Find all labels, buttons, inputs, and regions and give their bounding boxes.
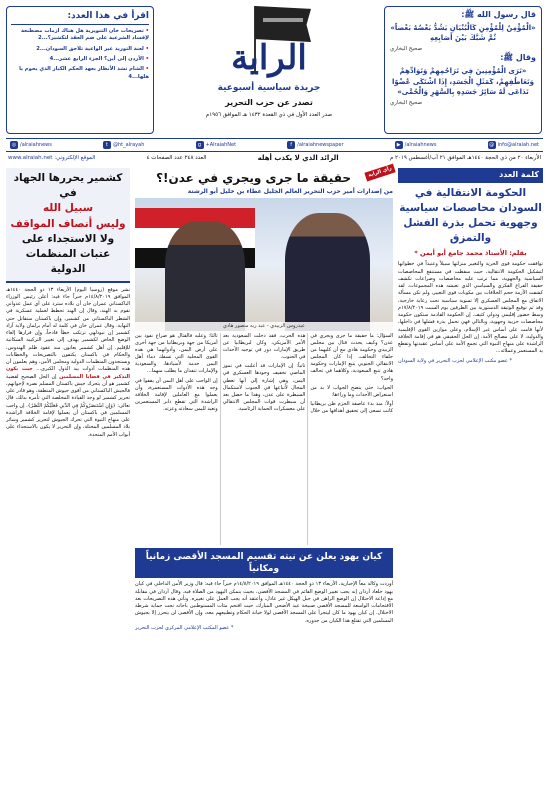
lead-paragraph: ثانياً: إن الإمارات قد أعلنت في تموز الماضي تخفيف وجودها العسكري في اليمن، وهي إشارة إلى أنها تعطي المجال لأتباعها في الجنوب لاستكمال السيطرة على عدن، وهذا ما حصل بعد أن سيطرت قوات المجلس الانتقالي على معسكرات الحماية الرئاسية.	[222, 363, 306, 412]
masthead-founded: صدر العدد الأول في ذي القعدة ١٤٣٢ هـ الموافق ١٩٥٦م	[205, 112, 333, 118]
issue-date: الأربعاء ٢٠ من ذي الحجة ١٤٤٠هـ الموافق ٢١ آب/أغسطس ٢٠١٩ م	[389, 155, 541, 162]
facebook-icon: f	[287, 141, 295, 149]
googleplus-icon: g	[196, 141, 204, 149]
social-link-info[interactable]: @ info@alraiah.net	[489, 141, 539, 148]
kashmir-body: نشر موقع (روسيا اليوم) الأربعاء ١٣ ذو الحجة ١٤٤٠هـ الموافق ١٤/٨/٢٠١٩م خبراً جاء فيه: أعلن رئيس الوزراء الباكستاني عمران خان أن بلاده سترد على أي عمل عدواني تقوم به الهند، وقال إن الهند تخطط لعملية عسكرية في الشطر الباكستاني من كشمير، وإن باكستان ستقاتل حتى النهاية. وقال عمران خان في كلمة له أمام برلمان ولاية آزاد كشمير إن نيودلهي ترتكب خطأ فادحاً، وإن قرارها إلغاء الوضع الخاص لكشمير يهدف إلى تغيير التركيبة السكانية للإقليم. إن أهل كشمير يعانون منذ عقود ظلم الهندوس، والحكام في باكستان يكتفون بالتصريحات والخطابات ويستجدون المنظمات الدولية ومجلس الأمن، وهم يعلمون أن هذه المنظمات أدوات بيد الدول الكبرى... حيث يكون التذكير في قضايا المسلمين إن الحل الصحيح لقضية كشمير هو أن يتحرك جيش باكستان المسلم نصرة لإخوانهم، فالجيش الباكستاني من أقوى جيوش المنطقة، وهو قادر على تحرير كشمير لو وجد القيادة المخلصة التي تأمره بذلك، قال تعالى: ﴿وَإِنِ اسْتَنصَرُوكُمْ فِي الدِّينِ فَعَلَيْكُمُ النَّصْرُ﴾. إن واجب المسلمين في باكستان أن يعملوا لإقامة الخلافة الراشدة على منهاج النبوة التي تحرك الجيوش لتحرير كشمير وسائر بلاد المسلمين المحتلة، وإن التحرير لا يكون بالاستجداء على أبواب الأمم المتحدة.	[6, 286, 130, 438]
lead-title[interactable]: حقيقة ما جرى ويجري في عدن!؟	[156, 171, 351, 185]
editorial-author: بقلم: الأستاذ محمد جامع أبو أيمن *	[414, 248, 527, 257]
lead-body	[135, 333, 393, 545]
lead-paragraph: إن الواجب على أهل اليمن أن يقفوا في وجه هذه الأدوات المستعمرة، وأن يعملوا مع العاملين لإقامة الخلافة الراشدة التي تقطع دابر المستعمرين وتعيد لليمن سعادته وعزته.	[135, 377, 218, 412]
hadith-box	[384, 6, 542, 134]
twitter-icon: t	[103, 141, 111, 149]
lead-photo	[135, 198, 393, 331]
opinion-badge: رأي الراية	[364, 164, 395, 182]
website-link[interactable]: www.alraiah.net :الموقع الإلكتروني	[8, 155, 96, 162]
lead-subtitle: من إصدارات أمير حزب التحرير العالم الجليل عطاء بن خليل أبو الرشتة	[187, 188, 393, 196]
contents-item[interactable]: • الشام تشد الأنظار بعهد الحكم الكبار الذي يحوم يا هلها...4	[11, 66, 149, 81]
editorial-column	[398, 168, 543, 780]
newspaper-logo: الراية	[231, 38, 307, 78]
instagram-icon: ◎	[11, 142, 17, 148]
issue-number: العدد ٢٤٨ عدد الصفحات ٤	[146, 155, 207, 162]
hadith-quote: «الْمُؤْمِنُ لِلْمُؤْمِنِ كَالْبُنْيَانِ يَشُدُّ بَعْضُهُ بَعْضاً» ثُمَّ شَبَّكَ بَيْنَ أَصَابِعِهِ	[390, 23, 536, 43]
editorial-footnote: * عضو مكتب الإعلامي لحزب التحرير في ولاية السودان	[398, 357, 512, 364]
contents-item[interactable]: • تصريحات خان التنويرية هل هناك ازمات مصطنعة لإفساد الشرعية على ضم العقد لتكشير؟...2	[11, 28, 149, 43]
social-link-youtube[interactable]: ▶ /alraiahnews	[395, 141, 437, 149]
kashmir-title[interactable]: كشمير يحررها الجهاد في سبيل الله وليس أنصاف المواقف ولا الاستجداء على عتبات المنظمات الدولية	[6, 168, 130, 283]
issue-info-bar	[6, 153, 543, 165]
contents-title: اقرأ في هذا العدد:	[11, 10, 149, 25]
lead-paragraph: أولاً: منذ بدء عاصفة الحزم ظن بريطانيا كانت تسعى إلى تحقيق أهدافها من خلال هذه الحرب، فقد دخلت السعودية بعد الأمر الأمريكي، وكان لبريطانيا عن طريق الإمارات دور في توجيه الأحداث في الجنوب.	[222, 333, 393, 414]
contents-item[interactable]: • لعنة التوريد غير الواعية تلاحق السودان...2	[11, 46, 149, 53]
slogan: الرائد الذي لا يكذب أهله	[257, 154, 339, 163]
youtube-icon: ▶	[395, 141, 403, 149]
lead-story-header	[135, 165, 393, 196]
photo-caption: عيدروس الزبيدي - عبد ربه منصور هادي	[135, 322, 393, 331]
hadith-quote: «تَرَى الْمُؤْمِنِينَ فِي تَرَاحُمِهِمْ وَتَوَادِّهِمْ وَتَعَاطُفِهِمْ، كَمَثَلِ الْجَسَدِ، إِذَا اشْتَكَى عُضْوًا تَدَاعَى لَهُ سَائِرُ جَسَدِهِ بِالسَّهَرِ وَالْحُمَّى»	[391, 67, 535, 97]
social-links-bar	[6, 138, 543, 152]
issue-contents-box	[6, 6, 154, 134]
editorial-body: توافقت حكومة قوى الحرية والتغيير منزلتها سبيلاً وعتيداً في خطواتها لتشكيل الحكومة الانتقالية، حيث سقطت في مستنقع المحاصصات السياسية والجهوية، مما ترتب عليه محاصصات وصراعات تكشف حقيقة الفراغ الفكري والسياسي الذي تعيشه هذه المجموعات. لقد كشفت الأزمة حجم الخلافات بين مكونات قوى التغيير، ولم تكن مسألة الاتفاق مع المجلس العسكري إلا تسوية سياسية تحت رعاية خارجية، وقد تم توقيع الوثيقة الدستورية بين الطرفين يوم السبت ١٧/٨/٢٠١٩م وسط حضور إقليمي ودولي كثيف. إن الحكومة القادمة ستكون حكومة محاصصات حزبية وجهوية، وبالتالي فهي تحمل بذرة فشلها في داخلها، لأنها قامت على أساس غير الإسلام، وعلى موازين القوى الإقليمية والدولية، لا على مصالح الأمة. إن الحل الحقيقي هو في إقامة الخلافة الراشدة على منهاج النبوة التي تجمع الأمة على أساس عقيدتها وتقطع يد المستعمر وعملائه...	[398, 261, 543, 355]
social-link-facebook[interactable]: f /alraiahnewspaper	[287, 141, 343, 149]
social-link-twitter[interactable]: t @ht_alrayah	[103, 141, 144, 149]
hadith-source: صحيح البخاري	[390, 45, 423, 52]
lead-paragraph: ثالثاً: وعليه فالقتال هو صراع نفوذ بين أمريكا من جهة وبريطانيا من جهة أخرى على أرض اليمن، وأدواتهما هي هذه القوى المحلية التي تسفك دماء أهل اليمن خدمة لأسيادها، والسعودية والإمارات تنفذان ما يطلب منهما...	[135, 333, 218, 375]
social-link-instagram[interactable]: ◎ /alraiahnews	[11, 141, 52, 148]
aqsa-body: أوردت وكالة معاً الإخبارية، الأربعاء ١٣ ذو الحجة ١٤٤٠هـ الموافق ١٤/٨/٢٠١٩م خبراً جاء فيه: قال وزير الأمن الداخلي في كيان يهود جلعاد أردان إنه يجب تغيير الوضع القائم في المسجد الأقصى، بحيث يتمكن اليهود من الصلاة فيه. وقال أردان في مقابلة مع إذاعة الاحتلال إن الوضع الراهن في جبل الهيكل غير عادل، وأعتقد أنه يجب العمل على تغييره. وتأتي هذه التصريحات بعد الاقتحامات الواسعة للمسجد الأقصى صبيحة عيد الأضحى المبارك، حيث اقتحم مئات المستوطنين باحاته تحت حماية شرطة الاحتلال. إن كيان يهود ما كان ليتجرأ على المسجد الأقصى لولا خيانة الحكام وتطبيعهم معه، وإن الأقصى لن يتحرر إلا بجيوش المسلمين التي تقتلع هذا الكيان من جذوره.	[135, 581, 393, 624]
lead-paragraph: الجواب: حتى يتضح الجواب لا بد من استعراض الأحداث وما وراءها:	[310, 384, 393, 398]
masthead	[160, 6, 378, 134]
editorial-header: كلمة العدد	[398, 168, 543, 183]
hadith-source: صحيح البخاري	[390, 99, 423, 106]
hadith-title: قال رسول الله ﷺ:	[461, 10, 536, 19]
kashmir-column	[6, 168, 130, 780]
kashmir-highlight: حيث يكون التذكير في قضايا المسلمين	[6, 366, 130, 380]
info-icon: @	[489, 142, 495, 148]
editorial-title[interactable]: الحكومة الانتقالية في السودان محاصصات سياسية وجهوية تحمل بذرة الفشل والتمزق	[399, 186, 542, 245]
lead-paragraph: السؤال: ما حقيقة ما جرى ويجري في عدن؟ وكيف يحدث قتال بين مجلس الزبيدي وحكومة هادي مع أن كليهما من حلفاء التحالف، إذا كان المجلس الانتقالي الجنوبي يتبع الإمارات وحكومة هادي تتبع السعودية، وكلاهما في تحالف واحد؟	[310, 333, 393, 382]
masthead-subtitle: جريدة سياسية أسبوعية	[217, 83, 321, 93]
person-right-photo	[285, 213, 370, 331]
social-link-googleplus[interactable]: g +AlraiahNet	[196, 141, 237, 149]
hadith-said: وقال ﷺ:	[500, 53, 536, 63]
masthead-publisher: تصدر عن حزب التحرير	[225, 98, 313, 107]
contents-list	[11, 28, 149, 81]
contents-item[interactable]: • الأردن إلى أين؟ الجزء الرابع عشر...4	[11, 56, 149, 63]
aqsa-footnote: * عضو المكتب الإعلامي المركزي لحزب التحرير	[135, 624, 234, 631]
aqsa-title[interactable]: كيان يهود يعلن عن نيته تقسيم المسجد الأقصى زمانياً ومكانياً	[135, 548, 393, 578]
person-left-photo	[165, 221, 245, 331]
aqsa-story	[135, 548, 393, 780]
